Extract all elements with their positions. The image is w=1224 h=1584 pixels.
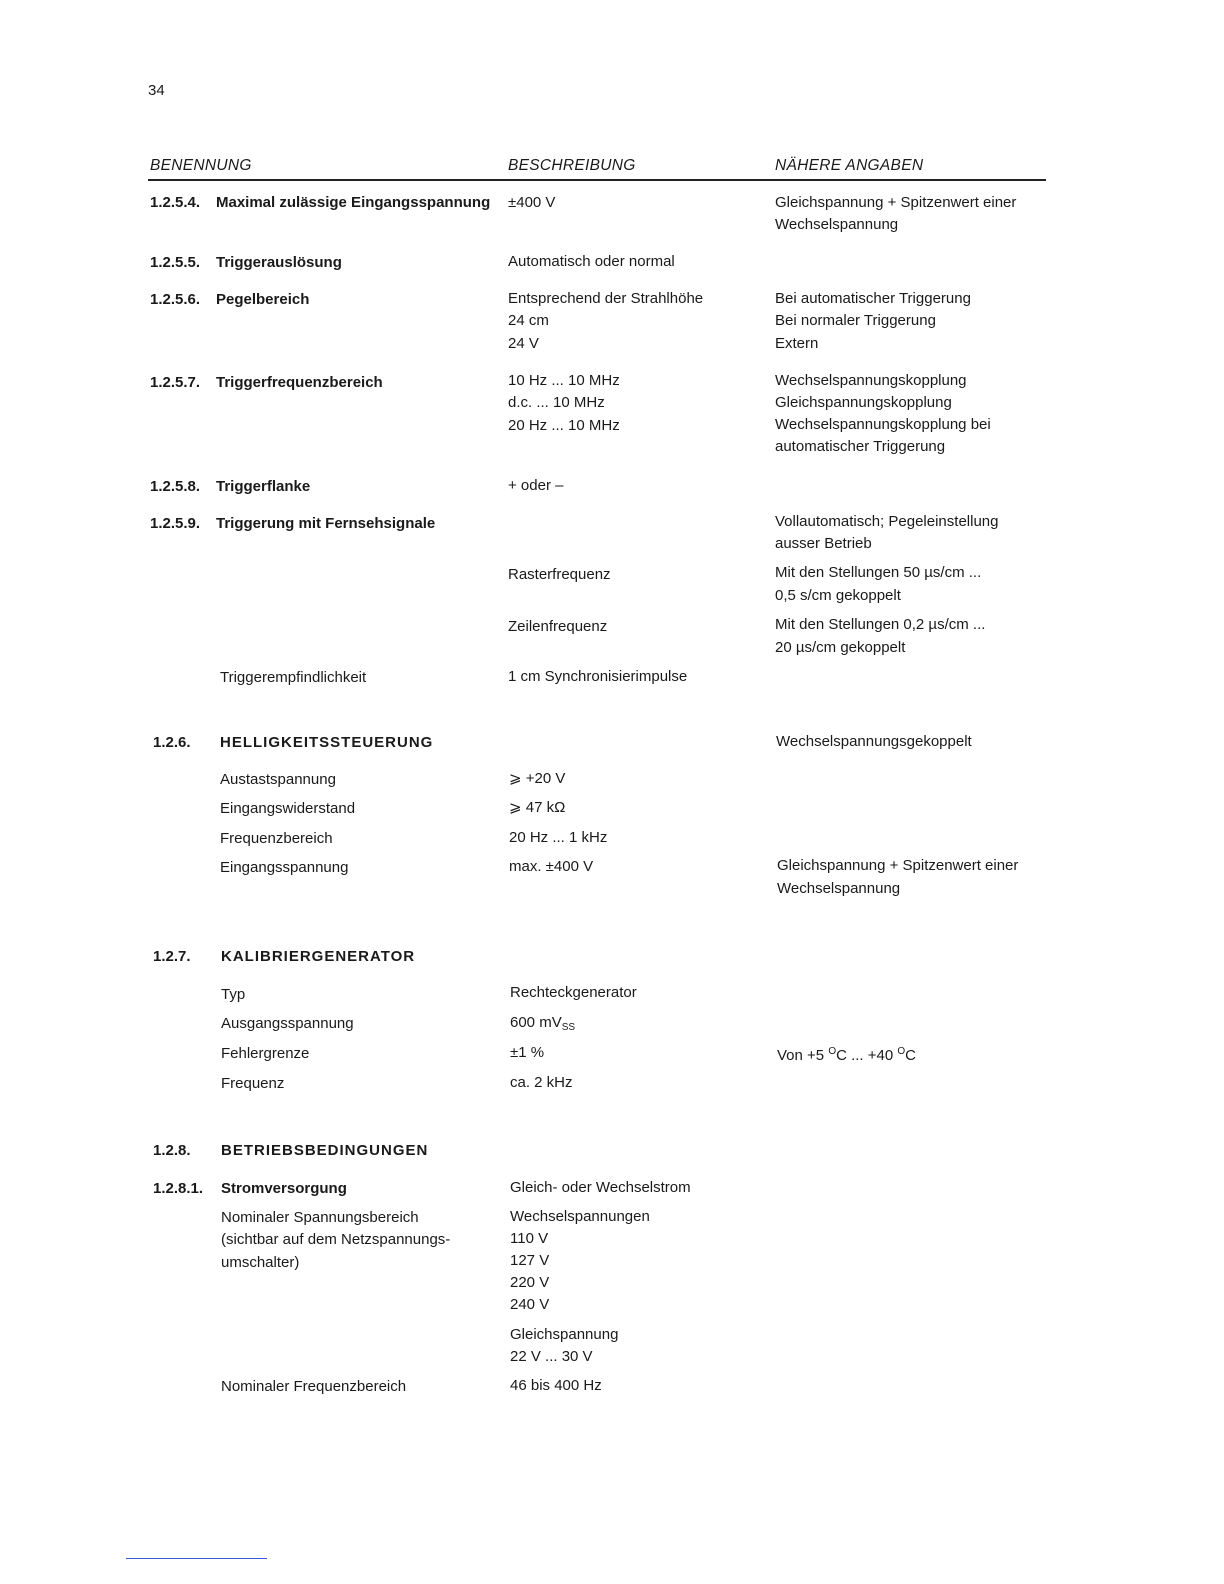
- section-number: 1.2.5.7.: [150, 374, 201, 391]
- item-label: umschalter): [221, 1254, 300, 1271]
- column-header-benennung: BENENNUNG: [150, 157, 252, 174]
- item-desc: 10 Hz ... 10 MHz: [508, 372, 620, 389]
- section-number: 1.2.5.6.: [150, 291, 201, 308]
- section-number: 1.2.5.5.: [150, 254, 201, 271]
- text: C: [905, 1047, 917, 1064]
- item-label: Triggerfrequenzbereich: [216, 374, 383, 391]
- item-desc: 46 bis 400 Hz: [510, 1377, 602, 1394]
- item-desc: Rasterfrequenz: [508, 566, 611, 583]
- item-info: Bei normaler Triggerung: [775, 312, 936, 329]
- item-label: Maximal zulässige Eingangsspannung: [216, 194, 491, 211]
- item-desc: Rechteckgenerator: [510, 984, 637, 1001]
- item-label: Pegelbereich: [216, 291, 310, 308]
- item-label: Triggerung mit Fernsehsignale: [216, 515, 436, 532]
- item-label: Nominaler Spannungsbereich: [221, 1209, 419, 1226]
- item-label: Triggerflanke: [216, 478, 311, 495]
- item-info: [777, 1043, 916, 1065]
- item-desc: ±1 %: [510, 1044, 545, 1061]
- section-title: KALIBRIERGENERATOR: [221, 948, 416, 965]
- item-info: Extern: [775, 335, 819, 352]
- item-info: Wechselspannungsgekoppelt: [776, 733, 972, 750]
- item-info: Wechselspannungskopplung bei: [775, 416, 991, 433]
- item-info: Gleichspannung + Spitzenwert einer: [777, 857, 1019, 874]
- item-desc: 20 Hz ... 1 kHz: [509, 829, 608, 846]
- item-desc: max. ±400 V: [509, 858, 594, 875]
- item-desc: ca. 2 kHz: [510, 1074, 573, 1091]
- item-label: (sichtbar auf dem Netzspannungs-: [221, 1231, 451, 1248]
- item-label: Eingangswiderstand: [220, 800, 356, 817]
- item-info: Vollautomatisch; Pegeleinstellung: [775, 513, 999, 530]
- item-info: automatischer Triggerung: [775, 438, 946, 455]
- item-info: Wechselspannung: [775, 216, 899, 233]
- footnote-rule: [126, 1558, 267, 1559]
- item-info: ausser Betrieb: [775, 535, 872, 552]
- item-desc: d.c. ... 10 MHz: [508, 394, 605, 411]
- item-desc: ⩾ +20 V: [509, 770, 566, 787]
- section-number: 1.2.8.: [153, 1142, 191, 1159]
- item-desc: 1 cm Synchronisierimpulse: [508, 668, 688, 685]
- item-label: Frequenz: [221, 1075, 285, 1092]
- item-label: Triggerauslösung: [216, 254, 342, 271]
- item-label: Ausgangsspannung: [221, 1015, 354, 1032]
- item-info: Gleichspannung + Spitzenwert einer: [775, 194, 1017, 211]
- item-info: Bei automatischer Triggerung: [775, 290, 971, 307]
- item-desc: ⩾ 47 kΩ: [509, 799, 566, 816]
- section-number: 1.2.8.1.: [153, 1180, 204, 1197]
- item-label: Frequenzbereich: [220, 830, 333, 847]
- degree: O: [828, 1046, 837, 1057]
- item-desc: 20 Hz ... 10 MHz: [508, 417, 620, 434]
- item-desc: Automatisch oder normal: [508, 253, 675, 270]
- item-label: Eingangsspannung: [220, 859, 349, 876]
- section-number: 1.2.6.: [153, 734, 191, 751]
- subscript: SS: [561, 1022, 576, 1033]
- item-label: Triggerempfindlichkeit: [220, 669, 367, 686]
- item-label: Nominaler Frequenzbereich: [221, 1378, 407, 1395]
- item-label: Stromversorgung: [221, 1180, 347, 1197]
- section-number: 1.2.5.9.: [150, 515, 201, 532]
- value: 600 mV: [510, 1014, 562, 1031]
- item-info: Wechselspannung: [777, 880, 901, 897]
- column-header-naehere-angaben: NÄHERE ANGABEN: [775, 157, 924, 174]
- item-info: Mit den Stellungen 0,2 µs/cm ...: [775, 616, 986, 633]
- item-label: Typ: [221, 986, 246, 1003]
- section-number: 1.2.5.8.: [150, 478, 201, 495]
- item-desc: [510, 1014, 575, 1037]
- column-header-beschreibung: BESCHREIBUNG: [508, 157, 636, 174]
- item-desc: Gleichspannung: [510, 1326, 619, 1343]
- text: C ... +40: [836, 1047, 898, 1064]
- item-desc: Gleich- oder Wechselstrom: [510, 1179, 691, 1196]
- item-info: 0,5 s/cm gekoppelt: [775, 587, 901, 604]
- item-label: Austastspannung: [220, 771, 336, 788]
- page-number: 34: [148, 82, 165, 99]
- item-desc: Entsprechend der Strahlhöhe: [508, 290, 704, 307]
- item-desc: 24 cm: [508, 312, 549, 329]
- item-desc: Zeilenfrequenz: [508, 618, 608, 635]
- item-desc: + oder –: [508, 477, 564, 494]
- header-rule: [148, 179, 1046, 181]
- item-label: Fehlergrenze: [221, 1045, 310, 1062]
- text: Von +5: [777, 1047, 829, 1064]
- item-desc: 240 V: [510, 1296, 550, 1313]
- item-desc: 22 V ... 30 V: [510, 1348, 593, 1365]
- section-number: 1.2.7.: [153, 948, 191, 965]
- item-desc: 24 V: [508, 335, 539, 352]
- item-desc: Wechselspannungen: [510, 1208, 650, 1225]
- item-desc: ±400 V: [508, 194, 556, 211]
- item-desc: 127 V: [510, 1252, 550, 1269]
- item-info: Gleichspannungskopplung: [775, 394, 952, 411]
- item-info: Wechselspannungskopplung: [775, 372, 967, 389]
- section-title: BETRIEBSBEDINGUNGEN: [221, 1142, 429, 1159]
- item-desc: 220 V: [510, 1274, 550, 1291]
- item-desc: 110 V: [510, 1230, 549, 1247]
- item-info: 20 µs/cm gekoppelt: [775, 639, 906, 656]
- degree: O: [897, 1046, 906, 1057]
- item-info: Mit den Stellungen 50 µs/cm ...: [775, 564, 982, 581]
- section-number: 1.2.5.4.: [150, 194, 201, 211]
- section-title: HELLIGKEITSSTEUERUNG: [220, 734, 434, 751]
